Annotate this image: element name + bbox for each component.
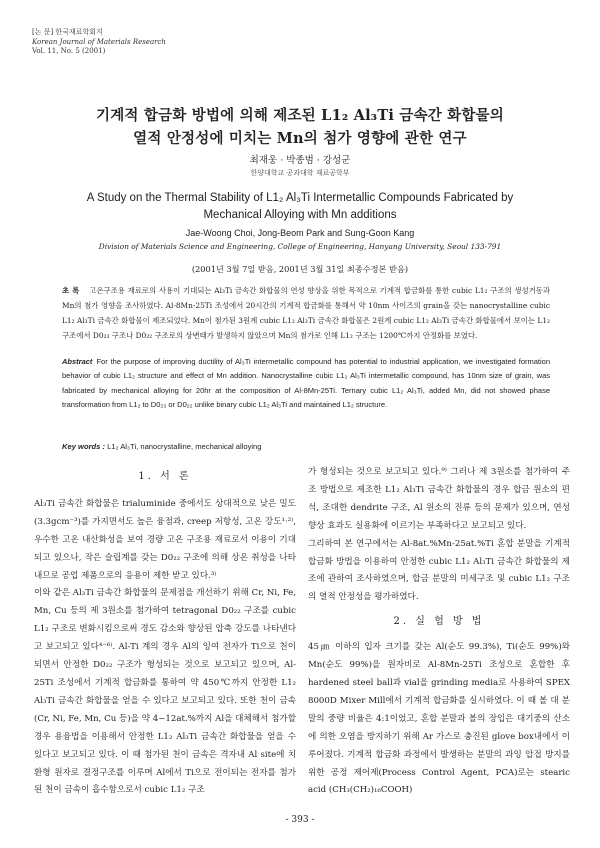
title-english bbox=[0, 190, 600, 224]
right-column bbox=[308, 464, 570, 800]
title-korean-line1: 기계적 합금화 방법에 의해 제조된 L1₂ Al₃Ti 금속간 화합물의 bbox=[96, 107, 504, 124]
affiliation-korean: 한양대학교 공과대학 재료공학부 bbox=[250, 169, 350, 177]
title-korean bbox=[0, 104, 600, 150]
journal-name-ko: [논 문] 한국재료학회지 bbox=[32, 28, 103, 36]
received-dates: (2001년 3월 7일 받음, 2001년 3월 31일 최종수정본 받음) bbox=[191, 264, 409, 274]
left-column bbox=[34, 464, 296, 800]
title-english-line1: A Study on the Thermal Stability of L1₂ Al₃Ti Intermetallic Compounds Fabricated by bbox=[86, 192, 514, 204]
abstract-korean-text: 고온구조용 재료로의 사용이 기대되는 Al₃Ti 금속간 화합물의 연성 향상을 위한 목적으로 기계적 합금화를 통한 cubic L1₂ 구조의 생성거동과 Mn의 첨가 영향을 조사하였다. Al-8Mn-25Ti 조성에서 20시간의 기계적 합금화를 통해서 약 10nm 사이즈의 grain을 갖는 nanocrystalline cubic L1₂ Al₃Ti 금속간 화합물이 제조되었다. Mn이 첨가된 3원계 cubic L1₂ Al₃Ti 금속간 화합물은 2원계 cubic L1₂ Al₃Ti 금속간 화합물에서 보이는 L1₂ 구조에서 D0₂₃ 구조나 D0₂₂ 구조로의 상변태가 발생하지 않았으며 Mn의 첨가로 인해 L1₂ 구조는 1200℃까지 안정화를 보였다. bbox=[62, 286, 550, 340]
keywords-text: L1₂ Al₃Ti, nanocrystalline, mechanical alloying bbox=[105, 442, 262, 451]
methods-paragraph-1: 45㎛ 이하의 입자 크기를 갖는 Al(순도 99.3%), Ti(순도 99%)와 Mn(순도 99%)을 원자비로 Al-8Mn-25Ti 조성으로 혼합한 후 hardened steel ball과 vial을 grinding media로 사용하여 SPEX 8000D Mixer Mill에서 기계적 합금화를 실시하였다. 이 때 볼 대 분말의 중량 비율은 4:1이었고, 혼합 분말과 볼의 장입은 대기중의 산소에 의한 오염을 방지하기 위해 Ar 가스로 충진된 glove box내에서 이루어졌다. 기계적 합금화 과정에서 발생하는 분말의 과잉 압접 방지를 위한 공정 제어제(Process Control Agent, PCA)로는 stearic acid (CH₃(CH₂)₁₆COOH) bbox=[308, 642, 570, 796]
intro-paragraph-2: 이와 같은 Al₃Ti 금속간 화합물의 문제점을 개선하기 위해 Cr, Ni, Fe, Mn, Cu 등의 제 3원소를 첨가하여 tetragonal D0₂₂ 구조를 cubic L1₂ 구조로 변화시킴으로써 경도 감소와 향상된 압축 강도를 나타낸다고 보고되고 있다⁴⁻⁶⁾. Al-Ti 계의 경우 Al의 잉여 전자가 Ti으로 천이되면서 안정한 D0₂₂ 구조가 형성되는 것으로 보고되고 있으며, Al-25Ti 조성에서 기계적 합금화를 통하여 약 450℃까지 안정한 L1₂ Al₃Ti 금속간 화합물을 얻을 수 있다고 보고되고 있다. 또한 천이 금속(Cr, Ni, Fe, Mn, Cu 등)을 약 4~12at.%까지 Al을 대체해서 첨가할 경우 용융법을 이용해서 안정한 L1₂ Al₃Ti 금속간 화합물을 얻을 수 있다고 보고되고 있다. 이 때 첨가된 천이 금속은 격자내 Al site에 치환형 원자로 결정구조를 이루며 Al에서 Ti으로 전이되는 전자를 첨가된 천이 금속이 흡수함으로서 cubic L1₂ 구조 bbox=[34, 588, 296, 796]
section-introduction-title: 1. 서 론 bbox=[138, 471, 192, 482]
intro-paragraph-3: 가 형성되는 것으로 보고되고 있다.⁹⁾ 그러나 제 3원소를 첨가하여 주조 방법으로 제조한 L1₂ Al₃Ti 금속간 화합물의 경우 합금 원소의 편석, 조대한 dendrite 구조, Al 원소의 진류 등의 문제가 있으며, 연성 향상 효과도 실용화에 이르기는 부족하다고 보고되고 있다. bbox=[308, 467, 570, 531]
page-number: - 393 - bbox=[285, 815, 315, 825]
abstract-english-label: Abstract bbox=[62, 357, 93, 366]
abstract-korean-label: 초 록 bbox=[62, 286, 80, 295]
abstract-english bbox=[62, 355, 550, 413]
authors-english: Jae-Woong Choi, Jong-Beom Park and Sung-Goon Kang bbox=[185, 228, 415, 238]
journal-name-en: Korean Journal of Materials Research bbox=[32, 37, 166, 46]
keywords bbox=[62, 442, 550, 451]
abstract-korean bbox=[62, 283, 550, 343]
journal-volume: Vol. 11, No. 5 (2001) bbox=[32, 47, 106, 55]
title-korean-line2: 열적 안정성에 미치는 Mn의 첨가 영향에 관한 연구 bbox=[133, 130, 467, 147]
journal-header bbox=[32, 28, 166, 57]
keywords-label: Key words : bbox=[62, 442, 106, 451]
title-english-line2: Mechanical Alloying with Mn additions bbox=[203, 209, 397, 221]
abstract-english-text: For the purpose of improving ductility of Al₃Ti intermetallic compound has potential to industrial application, we investigated formation behavior of cubic L1₂ structure and effect of Mn addition. Nanocrystalline cubic L1₂ Al₃Ti intermetallic compound, has 10nm size of grain, was fabricated by mechanical alloying for 20hr at the composition of Al-8Mn-25Ti. Ternary cubic L1₂ Al₃Ti, added Mn, did not showed phase transformation from L1₂ to D0₂₃ or D0₂₂ unlike binary cubic L1₂ Al₃Ti and maintained L1₂ structure. bbox=[62, 357, 550, 410]
intro-paragraph-4: 그리하여 본 연구에서는 Al-8at.%Mn-25at.%Ti 혼합 분말을 기계적 합금화 방법을 이용하여 안정한 cubic L1₂ Al₃Ti 금속간 화합물의 제조에 관하여 조사하였으며, 합금 분말의 미세구조 및 cubic L1₂ 구조의 열적 안정성을 평가하였다. bbox=[308, 538, 570, 603]
section-methods-title: 2. 실 험 방 법 bbox=[393, 616, 485, 628]
authors-korean: 최재웅 · 박종범 · 강성군 bbox=[249, 155, 351, 166]
affiliation-english: Division of Materials Science and Engineering, College of Engineering, Hanyang University, Seoul 133-791 bbox=[98, 242, 502, 251]
intro-paragraph-1: Al₃Ti 금속간 화합물은 trialuminide 중에서도 상대적으로 낮은 밀도(3.3gcm⁻³)를 가지면서도 높은 융점과, creep 저항성, 고온 강도¹·²⁾, 우수한 고온 내산화성을 보여 경량 고온 구조용 재료로서 이용이 기대되고 있으나, 작은 슬립계를 갖는 D0₂₂ 구조에 의해 상온 취성을 나타내므로 공업 제품으로의 응용이 제한 받고 있다.³⁾ bbox=[34, 498, 296, 581]
